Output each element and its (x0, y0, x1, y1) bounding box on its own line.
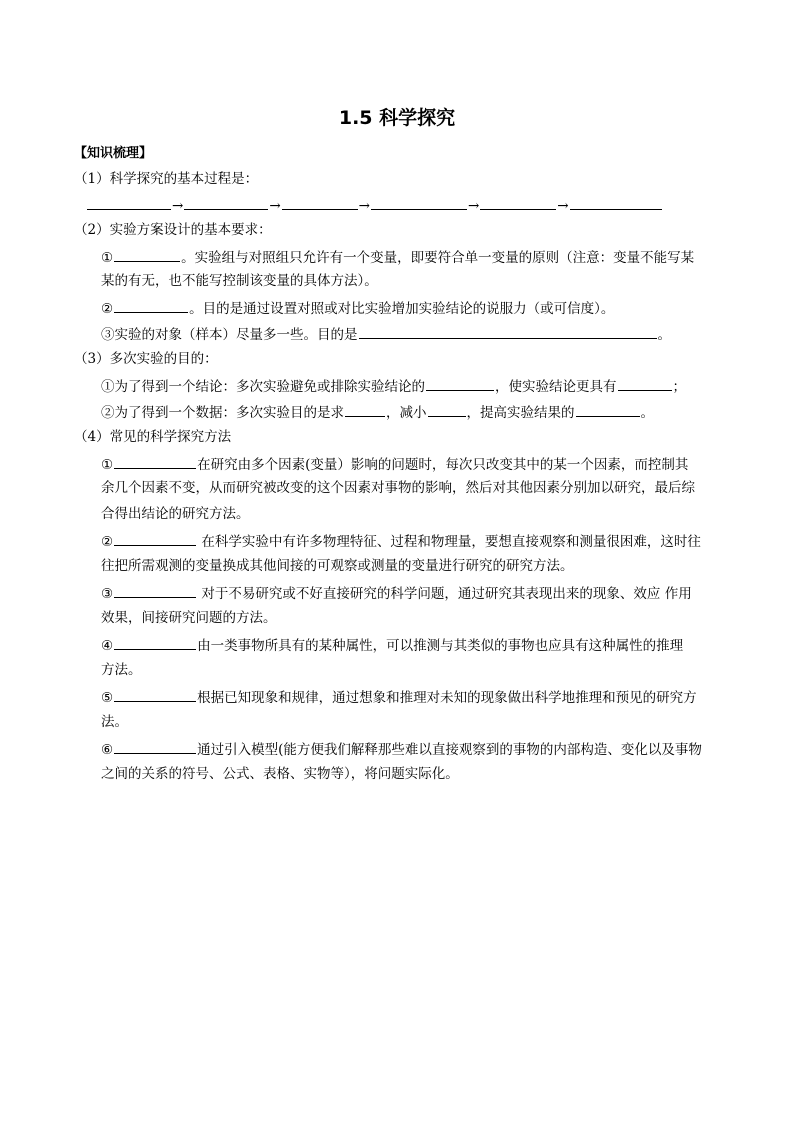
method-1-cont: 余几个因素不变，从而研究被改变的这个因素对事物的影响，然后对其他因素分别加以研究，最后综 (101, 480, 695, 496)
item-text: ，提高实验结果的 (466, 405, 575, 421)
answer-blank[interactable] (359, 324, 657, 339)
arrow: → (358, 198, 370, 214)
item-end: ； (672, 379, 686, 395)
q2-item-1 (101, 247, 724, 268)
item-text: ②为了得到一个数据：多次实验目的是求 (101, 405, 344, 421)
method-1-cont: 合得出结论的研究方法。 (101, 506, 250, 522)
method-6-cont: 之间的关系的符号、公式、表格、实物等），将问题实际化。 (101, 766, 459, 782)
item-text: ①为了得到一个结论：多次实验避免或排除实验结论的 (101, 379, 425, 395)
answer-blank[interactable] (576, 402, 640, 417)
answer-blank[interactable] (345, 402, 385, 417)
item-number: ① (101, 457, 114, 473)
q1-label: （1）科学探究的基本过程是： (74, 171, 259, 187)
page-title: 1.5 科学探究 (338, 107, 456, 129)
q2-item-1-cont: 某的有无，也不能写控制该变量的具体方法）。 (101, 273, 378, 289)
item-text: ③实验的对象（样本）尽量多一些。目的是 (101, 327, 358, 343)
answer-blank[interactable] (282, 195, 358, 210)
method-3-cont: 效果，间接研究问题的方法。 (101, 610, 277, 626)
method-1 (101, 454, 724, 475)
answer-blank[interactable] (114, 298, 188, 313)
item-number: ② (101, 534, 114, 550)
arrow: → (269, 198, 281, 214)
method-2-cont: 往把所需观测的变量换成其他间接的可观察或测量的变量进行研究的研究方法。 (101, 558, 574, 574)
item-text: 通过引入模型(能方便我们解释那些难以直接观察到的事物的内部构造、变化以及事物 (197, 742, 702, 758)
arrow: → (172, 198, 184, 214)
item-text: 由一类事物所具有的某种属性，可以推测与其类似的事物也应具有这种属性的推理 (197, 638, 684, 654)
item-text: 在研究由多个因素(变量）影响的问题时，每次只改变其中的某一个因素，而控制其 (197, 457, 689, 473)
answer-blank[interactable] (114, 583, 196, 598)
answer-blank[interactable] (428, 402, 466, 417)
method-3 (101, 583, 724, 604)
item-text: ，使实验结论更具有 (495, 379, 617, 395)
item-text: ，减小 (386, 405, 427, 421)
answer-blank[interactable] (480, 195, 556, 210)
process-flow (86, 195, 724, 216)
q3-label: （3）多次实验的目的： (74, 351, 218, 367)
method-2 (101, 531, 724, 552)
method-5 (101, 687, 724, 708)
answer-blank[interactable] (87, 195, 171, 210)
method-6 (101, 739, 724, 760)
method-4-cont: 方法。 (101, 662, 142, 678)
q2-item-2 (101, 298, 724, 319)
item-number: ③ (101, 586, 114, 602)
q2-item-3 (101, 324, 724, 345)
q3-item-1 (101, 376, 724, 397)
method-4 (101, 635, 724, 656)
q3-item-2 (101, 402, 724, 423)
item-end: 。 (640, 405, 654, 421)
answer-blank[interactable] (114, 247, 180, 262)
answer-blank[interactable] (371, 195, 467, 210)
item-number: ④ (101, 638, 114, 654)
item-text: 对于不易研究或不好直接研究的科学问题，通过研究其表现出来的现象、效应 作用 (197, 586, 692, 602)
answer-blank[interactable] (426, 376, 494, 391)
section-heading: 【知识梳理】 (74, 146, 153, 161)
arrow: → (557, 198, 569, 214)
q2-label: （2）实验方案设计的基本要求： (74, 222, 272, 238)
item-text: 。目的是通过设置对照或对比实验增加实验结论的说服力（或可信度）。 (189, 301, 615, 317)
answer-blank[interactable] (114, 454, 196, 469)
method-5-cont: 法。 (101, 714, 128, 730)
answer-blank[interactable] (114, 531, 196, 546)
answer-blank[interactable] (618, 376, 672, 391)
item-end: 。 (657, 327, 671, 343)
answer-blank[interactable] (114, 739, 196, 754)
arrow: → (467, 198, 480, 214)
item-number: ⑥ (101, 742, 114, 758)
answer-blank[interactable] (114, 687, 196, 702)
item-text: 在科学实验中有许多物理特征、过程和物理量，要想直接观察和测量很困难，这时往 (197, 534, 701, 550)
item-text: 根据已知现象和规律，通过想象和推理对未知的现象做出科学地推理和预见的研究方 (197, 690, 697, 706)
item-number: ① (101, 250, 114, 266)
item-text: 。实验组与对照组只允许有一个变量，即要符合单一变量的原则（注意：变量不能写某 (181, 250, 695, 266)
item-number: ⑤ (101, 690, 114, 706)
q4-label: （4）常见的科学探究方法 (74, 429, 232, 445)
answer-blank[interactable] (184, 195, 268, 210)
answer-blank[interactable] (114, 635, 196, 650)
item-number: ② (101, 301, 114, 317)
answer-blank[interactable] (570, 195, 662, 210)
